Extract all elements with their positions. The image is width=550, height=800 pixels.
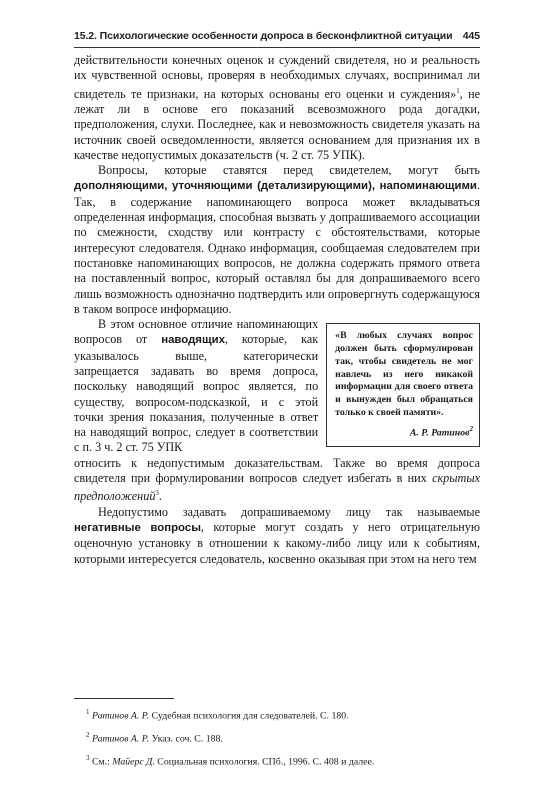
paragraph-1-text: действительности конечных оценок и суждений свидетеля, но и реальность их чувственной основы, проверяя в необходимых случаях, воспринимал ли свидетель те признаки, на которых основаны его оценки и суждения» — [74, 53, 480, 101]
footnote-2-mark: 2 — [86, 730, 90, 739]
footnote-1-text: Судебная психология для следователей. С. 180. — [149, 710, 349, 722]
paragraph-2-rest: . Так, в содержание напоминающего вопроса может вкладываться определенная информация, способная вызвать у допрашиваемого ассоциации по смежности, сходству или контрасту с обстоятельствами, которые интересуют следователя. Однако информация, сообщаемая следователем при постановке напоминающих вопросов, не должна содержать прямого ответа на поставленный вопрос, который оставлял бы для допрашиваемого всего лишь возможность однозначно подтвердить или опровергнуть содержащуюся в таком вопросе информацию. — [74, 178, 480, 316]
quote-author-name: А. Р. Ратинов — [409, 426, 470, 438]
quote-author — [335, 423, 473, 440]
page-number: 445 — [462, 30, 480, 42]
paragraph-4-lead: Недопустимо задавать допрашиваемому лицу так называемые — [98, 504, 480, 519]
footnote-3-prefix: См.: — [91, 755, 113, 767]
footnote-rule — [74, 698, 174, 699]
header-rule — [74, 47, 480, 48]
footnote-2 — [74, 729, 480, 746]
footnote-3 — [74, 752, 480, 769]
footnote-3-text: Социальная психология. СПб., 1996. С. 408 и далее. — [154, 755, 375, 767]
footnote-ref-2: 2 — [469, 424, 473, 433]
footnote-3-mark: 3 — [86, 753, 90, 762]
paragraph-3 — [74, 317, 318, 456]
footnote-1-mark: 1 — [86, 708, 90, 716]
footnote-ref-1: 1 — [456, 86, 460, 95]
paragraph-4-rest: , которые могут создать у него отрицательную оценочную установку в отношении к какому-либо лицу или к событиям, которыми интересуется следователь, косвенно оказывая при этом на него тем — [74, 520, 480, 566]
main-text — [74, 53, 480, 567]
paragraph-3-continuation-text: относить к недопустимым доказательствам. Также во время допроса свидетеля при формулировании вопросов следует избегать в них — [74, 455, 480, 486]
quote-box — [326, 323, 480, 447]
footnote-ref-3: 3 — [155, 489, 159, 498]
footnote-2-text: Указ. соч. С. 188. — [149, 733, 223, 745]
paragraph-3-lead: В этом основное отличие напоминающих вопросов от — [74, 317, 319, 347]
paragraph-3-term: наводящих — [161, 334, 225, 347]
paragraph-1 — [74, 53, 480, 163]
paragraph-2-terms: дополняющими, уточняющими (детализирующими), напоминающими — [74, 180, 477, 193]
paragraph-3-with-sidebar — [74, 317, 480, 456]
paragraph-2 — [74, 163, 480, 317]
footnote-3-author: Майерс Д. — [112, 755, 155, 767]
running-header-title: 15.2. Психологические особенности допроса в бесконфликтной ситуации — [74, 30, 453, 42]
paragraph-3-continuation — [74, 456, 480, 505]
running-header — [74, 30, 480, 42]
footnote-1 — [74, 706, 480, 723]
footnote-1-author: Ратинов А. Р. — [91, 710, 150, 722]
paragraph-3-rest: , которые, как указывалось выше, категорически запрещается задавать во время допроса, поскольку наводящий вопрос является, по существу, вопросом-подсказкой, и с этой точки зрения показания, полученные в ответ на наводящий вопрос, следует в соответствии с п. 3 ч. 2 ст. 75 УПК — [74, 332, 319, 455]
paragraph-4-term: негативные вопросы — [74, 522, 201, 535]
paragraph-2-lead: Вопросы, которые ставятся перед свидетелем, могут быть — [98, 163, 480, 178]
quote-text: «В любых случаях вопрос должен быть сформулирован так, чтобы свидетель не мог навлечь из него никакой информации для своего ответа и вынужден был обращаться только к своей памяти». — [335, 330, 473, 418]
paragraph-3-end: . — [158, 489, 162, 504]
footnotes — [74, 706, 480, 774]
paragraph-1-text-after: , не лежат ли в основе его показаний всевозможного рода догадки, предположения, слухи. Последнее, как и невозможность свидетеля указать на источник своей осведомленности, является основанием для признания их в качестве недопустимых доказательств (ч. 2 ст. 75 УПК). — [74, 86, 480, 162]
paragraph-3-italic: скрытых предположений — [74, 471, 480, 504]
footnote-2-author: Ратинов А. Р. — [91, 733, 150, 745]
paragraph-4 — [74, 505, 480, 567]
